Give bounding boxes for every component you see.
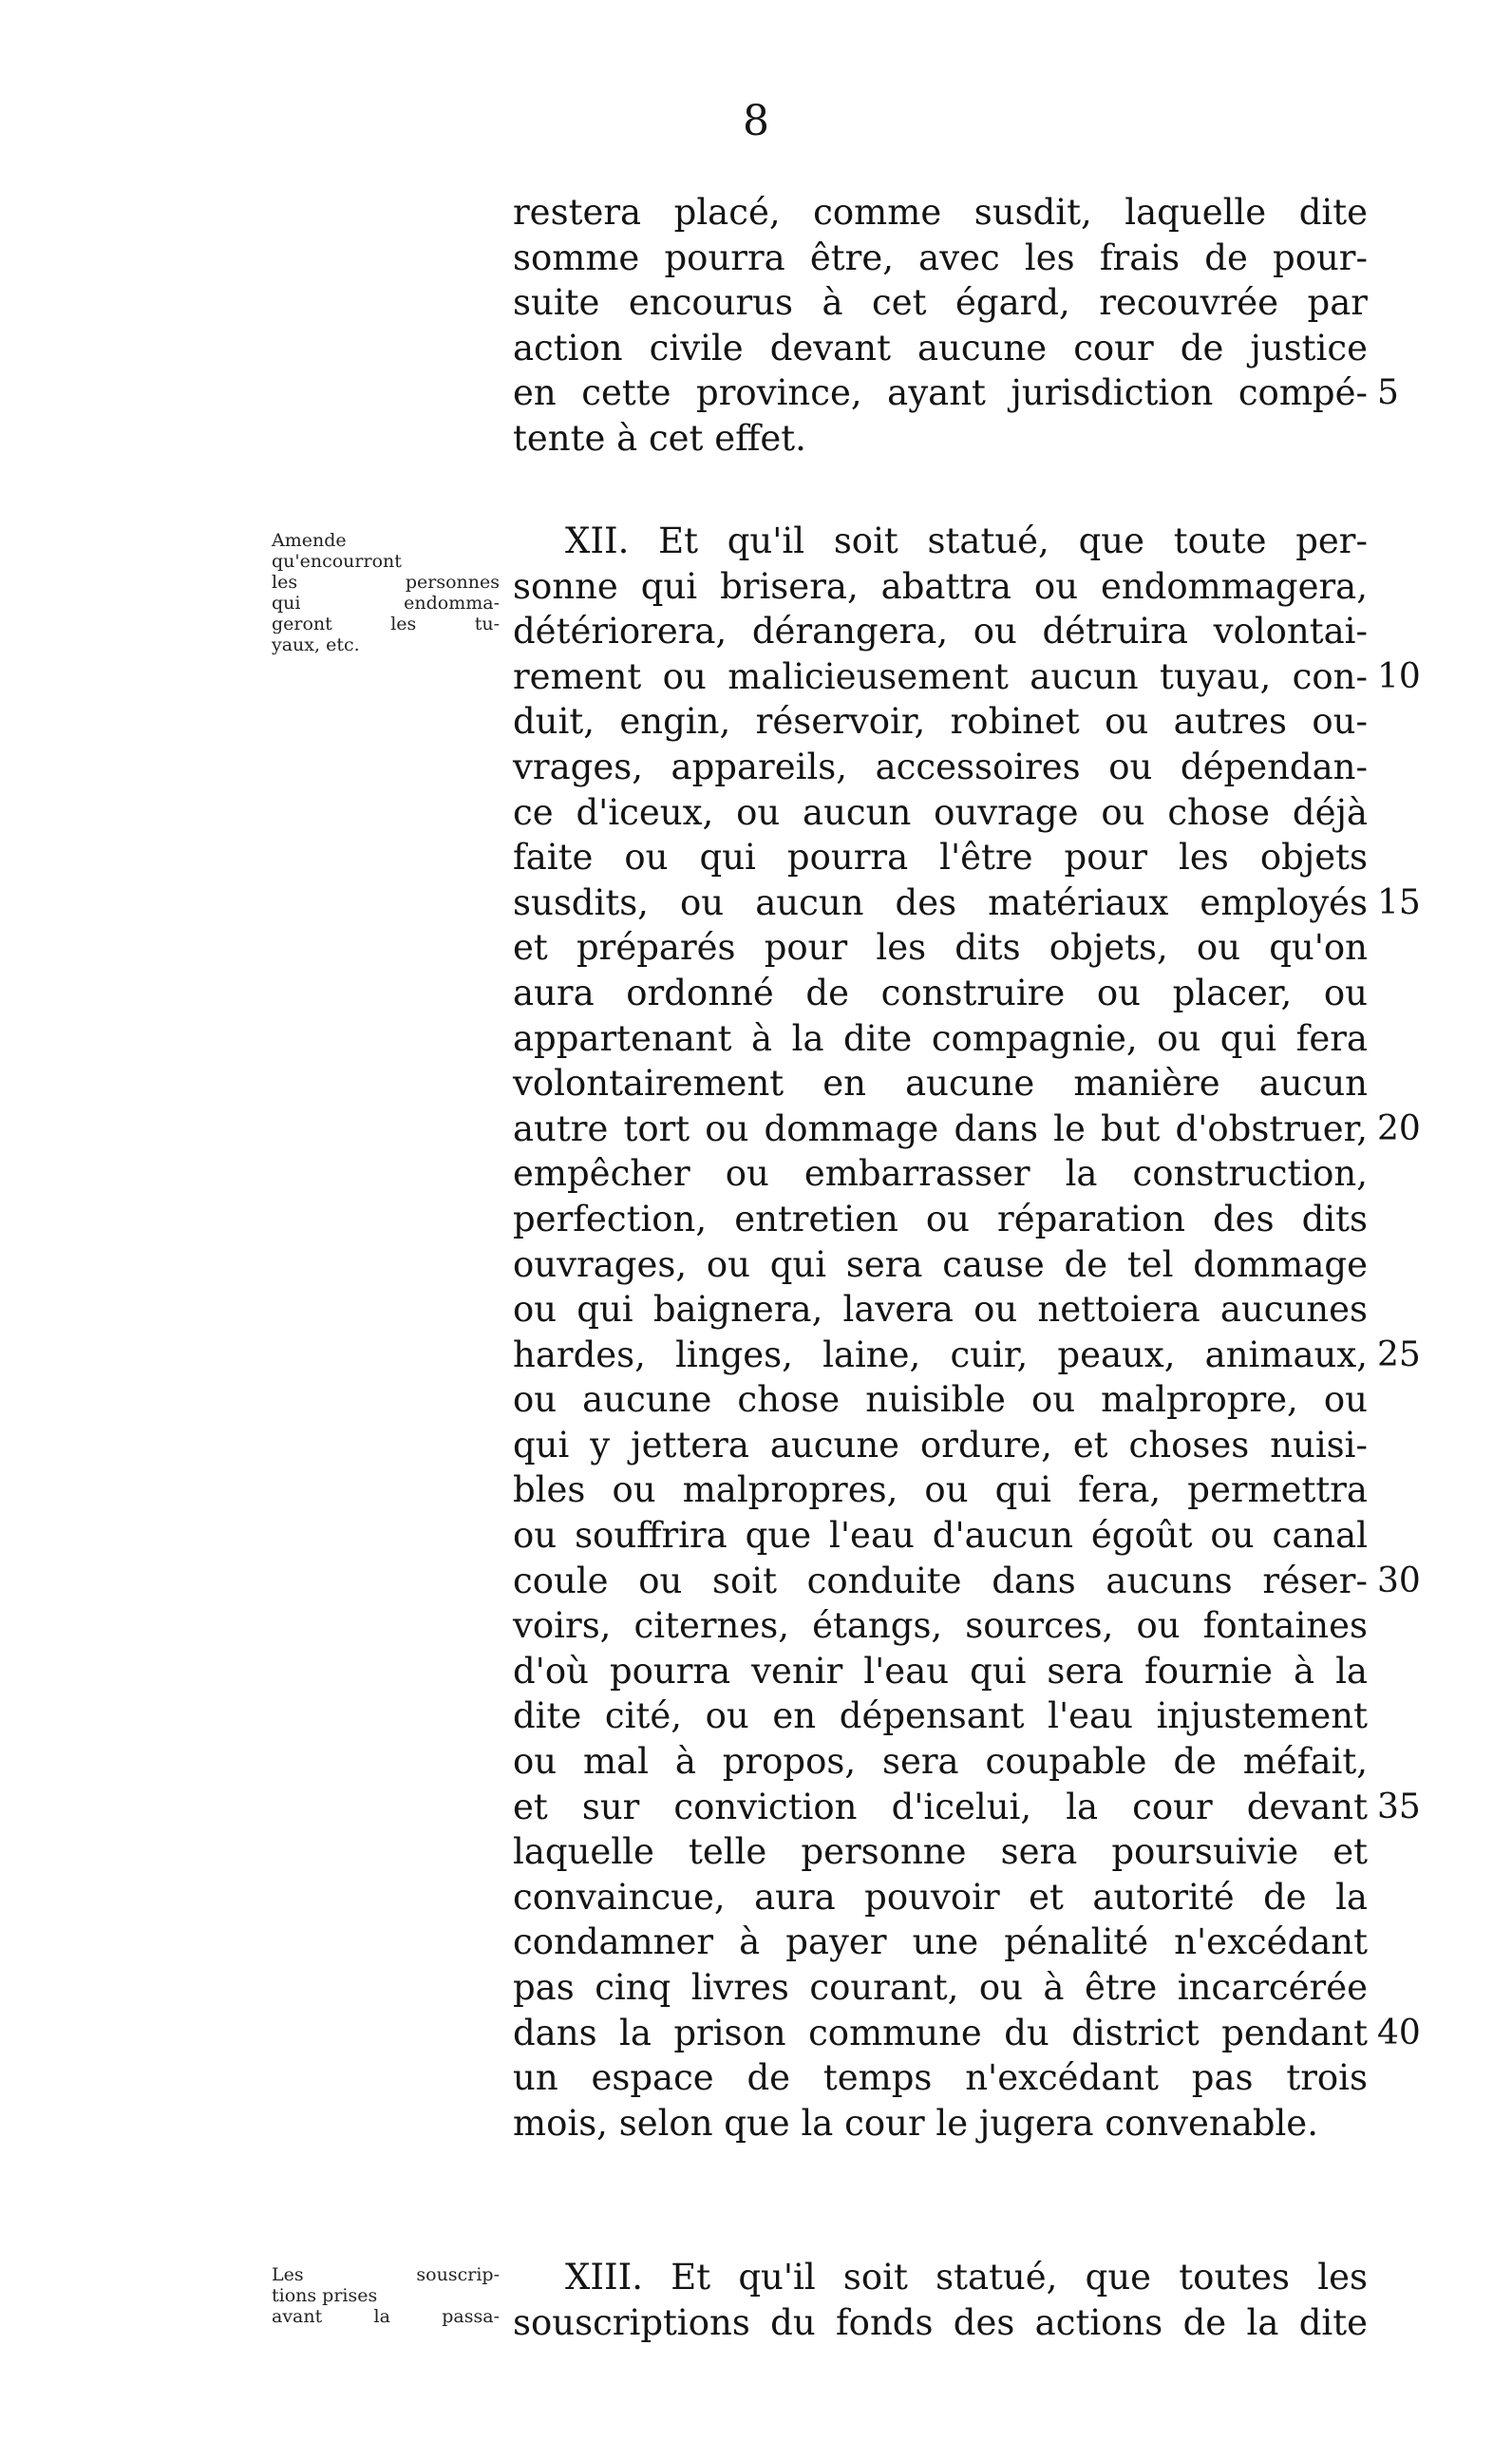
text-line	[513, 1107, 1421, 1152]
section-xiii	[513, 2255, 1368, 2345]
text-line: suite encourus à cet égard, recouvrée par	[513, 282, 1368, 324]
text-line: duit, engin, réservoir, robinet ou autres ou-	[513, 701, 1368, 743]
text-line: empêcher ou embarrasser la construction,	[513, 1153, 1368, 1195]
text-line: pas cinq livres courant, ou à être incarcérée	[513, 1967, 1368, 2008]
text-line: convaincue, aura pouvoir et autorité de la	[513, 1876, 1368, 1918]
text-line: mois, selon que la cour le jugera convenable.	[513, 2102, 1318, 2144]
line-number: 15	[1377, 882, 1421, 922]
margin-note-line: avant la passa-	[272, 2306, 500, 2327]
text-line: vrages, appareils, accessoires ou dépendan-	[513, 746, 1368, 787]
text-line: action civile devant aucune cour de justice	[513, 327, 1368, 369]
line-number: 40	[1377, 2013, 1421, 2052]
text-line	[513, 1785, 1421, 1830]
text-line: ou mal à propos, sera coupable de méfait,	[513, 1741, 1368, 1783]
text-line: qui y jettera aucune ordure, et choses nuisi-	[513, 1424, 1368, 1466]
margin-note-line: tions prises	[272, 2285, 378, 2306]
page-number: 8	[743, 97, 769, 145]
line-number: 10	[1377, 656, 1421, 696]
text-line: ou souffrira que l'eau d'aucun égoût ou canal	[513, 1515, 1368, 1557]
text-line: restera placé, comme susdit, laquelle dite	[513, 192, 1368, 233]
line-number: 5	[1377, 373, 1399, 413]
text-line: détériorera, dérangera, ou détruira volontai-	[513, 611, 1368, 653]
text-line: voirs, citernes, étangs, sources, ou fontaines	[513, 1605, 1368, 1647]
line-number: 35	[1377, 1787, 1421, 1826]
line-number: 30	[1377, 1561, 1421, 1600]
text-line: ce d'iceux, ou aucun ouvrage ou chose déjà	[513, 791, 1368, 833]
text-line: condamner à payer une pénalité n'excédant	[513, 1921, 1368, 1963]
text-line: volontairement en aucune manière aucun	[513, 1063, 1368, 1105]
text-line: perfection, entretien ou réparation des dits	[513, 1198, 1368, 1239]
text-line-content: autre tort ou dommage dans le but d'obstruer,	[513, 1107, 1368, 1149]
text-line-content: rement ou malicieusement aucun tuyau, con-	[513, 655, 1368, 697]
text-line	[513, 1559, 1421, 1604]
text-line: faite ou qui pourra l'être pour les objets	[513, 837, 1368, 879]
text-line: appartenant à la dite compagnie, ou qui fera	[513, 1017, 1368, 1059]
text-line: somme pourra être, avec les frais de pour-	[513, 236, 1368, 278]
text-line	[513, 2011, 1421, 2056]
text-line: ouvrages, ou qui sera cause de tel dommage	[513, 1243, 1368, 1285]
margin-note-line: geront les tu-	[272, 614, 500, 634]
margin-note-line: Amende	[272, 530, 347, 551]
margin-note-line: qui endomma-	[272, 593, 500, 614]
text-line: tente à cet effet.	[513, 417, 806, 459]
text-line-content: en cette province, ayant jurisdiction compé-	[513, 372, 1368, 414]
text-line: bles ou malpropres, ou qui fera, permettra	[513, 1469, 1368, 1511]
text-line: un espace de temps n'excédant pas trois	[513, 2057, 1368, 2099]
margin-note-amende	[272, 530, 500, 655]
text-line	[513, 880, 1421, 926]
text-line	[513, 370, 1399, 416]
paragraph-continuation	[513, 190, 1399, 462]
text-line: et préparés pour les dits objets, ou qu'on	[513, 927, 1368, 969]
text-line: laquelle telle personne sera poursuivie et	[513, 1831, 1368, 1873]
margin-note-line: Les souscrip-	[272, 2264, 500, 2285]
text-line	[513, 654, 1421, 700]
text-line: dite cité, ou en dépensant l'eau injustement	[513, 1695, 1368, 1737]
text-line: ou aucune chose nuisible ou malpropre, ou	[513, 1379, 1368, 1421]
text-line	[513, 1333, 1421, 1378]
text-line: sonne qui brisera, abattra ou endommagera,	[513, 565, 1368, 607]
text-line-content: susdits, ou aucun des matériaux employés	[513, 881, 1368, 923]
text-line-content: hardes, linges, laine, cuir, peaux, animaux,	[513, 1334, 1368, 1375]
text-line: XII. Et qu'il soit statué, que toute per-	[565, 520, 1368, 561]
line-number: 25	[1377, 1334, 1421, 1374]
text-line-content: coule ou soit conduite dans aucuns réser-	[513, 1560, 1368, 1601]
text-line-content: dans la prison commune du district pendant	[513, 2012, 1368, 2053]
text-line: ou qui baignera, lavera ou nettoiera aucunes	[513, 1289, 1368, 1331]
text-line: souscriptions du fonds des actions de la dite	[513, 2301, 1368, 2343]
line-number: 20	[1377, 1108, 1421, 1148]
text-line: d'où pourra venir l'eau qui sera fournie à la	[513, 1650, 1368, 1692]
text-line: XIII. Et qu'il soit statué, que toutes les	[565, 2257, 1368, 2298]
text-line-content: et sur conviction d'icelui, la cour devant	[513, 1786, 1368, 1827]
margin-note-line: les personnes	[272, 572, 500, 593]
margin-note-souscriptions	[272, 2264, 500, 2327]
section-xii	[513, 519, 1421, 2146]
margin-note-line: yaux, etc.	[272, 634, 360, 655]
margin-note-line: qu'encourront	[272, 551, 402, 572]
text-line: aura ordonné de construire ou placer, ou	[513, 972, 1368, 1013]
